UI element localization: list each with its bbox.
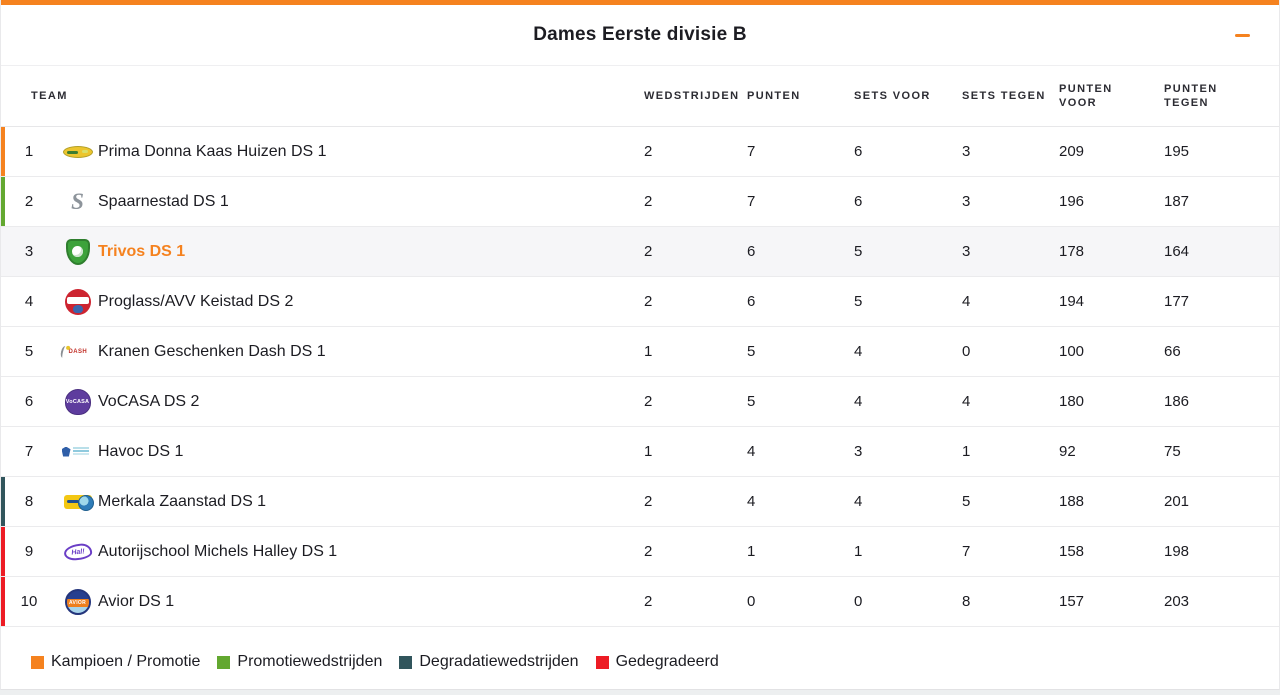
sets-against-value: 7 [962,543,971,560]
table-row [1,327,1279,377]
rank: 10 [20,593,38,610]
sets-for-value: 3 [854,443,863,460]
matches-value: 2 [644,393,653,410]
sets-against-value: 3 [962,243,971,260]
matches-value: 2 [644,193,653,210]
team-name-link[interactable]: Prima Donna Kaas Huizen DS 1 [98,142,327,160]
team-logo [57,445,98,459]
points-value: 4 [747,493,756,510]
sets-for-value: 5 [854,243,863,260]
rank: 4 [24,293,34,310]
team-logo-vocasa-icon: VoCASA [65,389,91,415]
team-logo [57,189,98,215]
status-indicator-gedegradeerd [1,527,5,576]
legend-square-green-icon [217,656,230,669]
team-logo [57,239,98,265]
table-row [1,177,1279,227]
points-value: 5 [747,393,756,410]
team-name-link[interactable]: Kranen Geschenken Dash DS 1 [98,342,326,360]
team-logo-trivos-icon [66,239,90,265]
matches-value: 2 [644,293,653,310]
team-name-link[interactable]: Proglass/AVV Keistad DS 2 [98,292,294,310]
points-for-value: 158 [1059,543,1085,560]
team-logo-keistad-icon [65,289,91,315]
sets-against-value: 8 [962,593,971,610]
title-bar [1,5,1279,66]
table-row [1,477,1279,527]
table-header [1,66,1279,127]
legend-square-orange-icon [31,656,44,669]
points-against-value: 164 [1164,243,1190,260]
points-against-value: 66 [1164,343,1181,360]
sets-for-value: 6 [854,143,863,160]
points-for-value: 196 [1059,193,1085,210]
sets-for-value: 6 [854,193,863,210]
team-logo-spaarnestad-icon [67,189,89,215]
rank: 3 [24,243,34,260]
rank: 6 [24,393,34,410]
collapse-button[interactable] [1231,24,1253,46]
status-indicator-promotiewedstrijden [1,177,5,226]
legend-item-degradatiewedstrijden: Degradatiewedstrijden [399,653,578,671]
sets-against-value: 4 [962,393,971,410]
sets-against-value: 1 [962,443,971,460]
points-for-value: 194 [1059,293,1085,310]
points-against-value: 201 [1164,493,1190,510]
legend-item-kampioen-promotie: Kampioen / Promotie [31,653,200,671]
team-name-link[interactable]: Havoc DS 1 [98,442,184,460]
team-logo [57,289,98,315]
team-name-link[interactable]: Spaarnestad DS 1 [98,192,229,210]
matches-value: 2 [644,593,653,610]
legend-square-teal-icon [399,656,412,669]
sets-against-value: 5 [962,493,971,510]
team-logo-dash-icon: DASH [61,345,95,359]
table-row [1,527,1279,577]
points-value: 6 [747,243,756,260]
points-against-value: 187 [1164,193,1190,210]
column-header-team: TEAM [31,89,68,102]
rank: 1 [24,143,34,160]
points-for-value: 188 [1059,493,1085,510]
team-logo-havoc-icon [62,445,94,459]
table-row [1,577,1279,627]
points-value: 6 [747,293,756,310]
points-against-value: 195 [1164,143,1190,160]
table-row [1,427,1279,477]
team-logo [57,495,98,509]
team-name-link[interactable]: VoCASA DS 2 [98,392,200,410]
team-logo [57,389,98,415]
points-against-value: 186 [1164,393,1190,410]
team-name-link[interactable]: Trivos DS 1 [98,242,186,260]
matches-value: 2 [644,543,653,560]
points-value: 5 [747,343,756,360]
points-value: 0 [747,593,756,610]
team-logo [57,589,98,615]
points-for-value: 100 [1059,343,1085,360]
points-against-value: 198 [1164,543,1190,560]
matches-value: 2 [644,493,653,510]
points-value: 4 [747,443,756,460]
points-against-value: 75 [1164,443,1181,460]
column-header-sets-tegen: SETS TEGEN [962,89,1046,102]
sets-against-value: 3 [962,193,971,210]
column-header-wedstrijden: WEDSTRIJDEN [644,89,740,102]
team-logo [57,544,98,560]
points-value: 7 [747,143,756,160]
points-for-value: 180 [1059,393,1085,410]
legend [1,627,1279,671]
status-indicator-gedegradeerd [1,577,5,626]
legend-item-gedegradeerd: Gedegradeerd [596,653,719,671]
table-row [1,377,1279,427]
points-against-value: 177 [1164,293,1190,310]
team-logo [57,345,98,359]
column-header-punten: PUNTEN [747,89,801,102]
rank: 2 [24,193,34,210]
sets-for-value: 4 [854,393,863,410]
points-for-value: 92 [1059,443,1076,460]
team-logo-merkala-icon [64,495,92,509]
sets-for-value: 0 [854,593,863,610]
points-for-value: 157 [1059,593,1085,610]
points-value: 1 [747,543,756,560]
table-row [1,127,1279,177]
matches-value: 1 [644,443,653,460]
team-name-link[interactable]: Merkala Zaanstad DS 1 [98,492,267,510]
matches-value: 2 [644,243,653,260]
legend-square-red-icon [596,656,609,669]
rank: 9 [24,543,34,560]
team-logo-avior-icon [65,589,91,615]
table-row [1,277,1279,327]
rank: 7 [24,443,34,460]
sets-against-value: 0 [962,343,971,360]
sets-against-value: 4 [962,293,971,310]
column-header-punten-voor: PUNTEN VOOR [1059,82,1113,109]
minus-icon [1235,34,1250,37]
sets-for-value: 4 [854,343,863,360]
column-header-sets-voor: SETS VOOR [854,89,931,102]
points-against-value: 203 [1164,593,1190,610]
sets-for-value: 5 [854,293,863,310]
team-logo-halley-icon: Hal! [63,542,93,561]
table-row-highlighted [1,227,1279,277]
team-logo-prima-donna-kaas-icon [63,146,93,158]
points-value: 7 [747,193,756,210]
status-indicator-degradatiewedstrijden [1,477,5,526]
sets-against-value: 3 [962,143,971,160]
points-for-value: 178 [1059,243,1085,260]
matches-value: 1 [644,343,653,360]
status-indicator-kampioen [1,127,5,176]
sets-for-value: 1 [854,543,863,560]
team-name-link[interactable]: Avior DS 1 [98,592,175,610]
column-header-punten-tegen: PUNTEN TEGEN [1164,82,1218,109]
page-title: Dames Eerste divisie B [533,24,747,45]
rank: 8 [24,493,34,510]
team-logo [57,146,98,158]
rank: 5 [24,343,34,360]
sets-for-value: 4 [854,493,863,510]
points-for-value: 209 [1059,143,1085,160]
matches-value: 2 [644,143,653,160]
team-name-link[interactable]: Autorijschool Michels Halley DS 1 [98,542,338,560]
legend-item-promotiewedstrijden: Promotiewedstrijden [217,653,382,671]
